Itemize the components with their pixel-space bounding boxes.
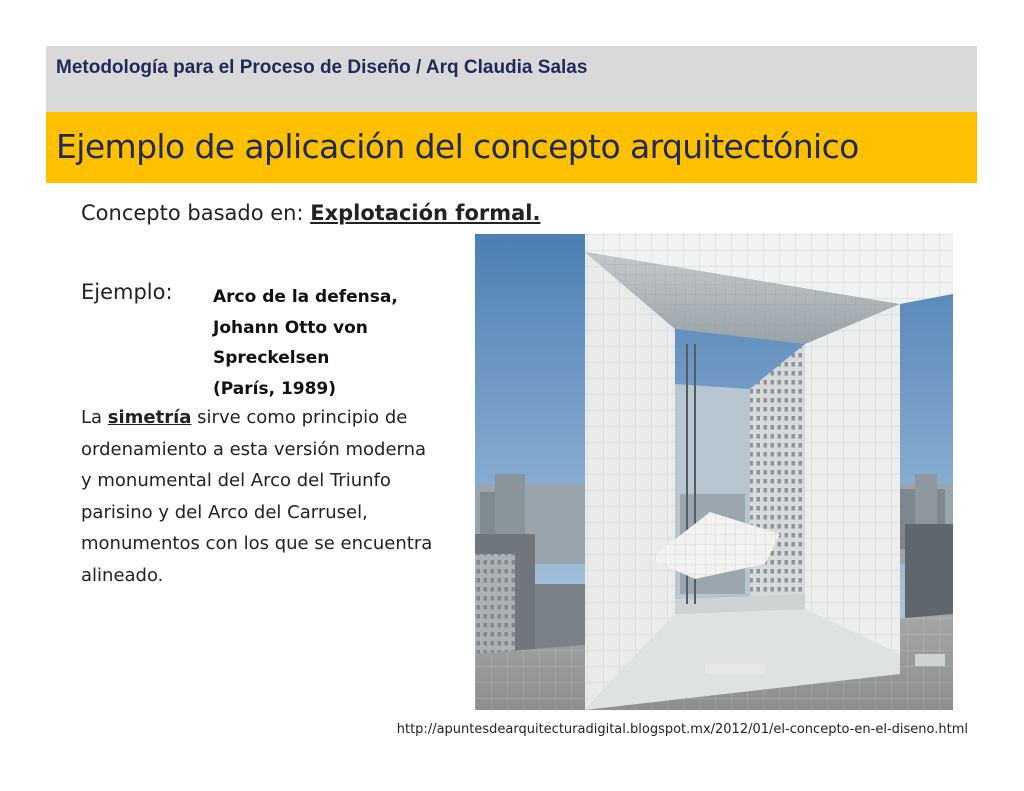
example-line-2: Johann Otto von xyxy=(213,317,368,338)
course-title: Metodología para el Proceso de Diseño / Arq Claudia Salas xyxy=(56,57,588,78)
description-keyword: simetría xyxy=(107,407,192,428)
description-rest: sirve como principio de ordenamiento a esta versión moderna y monumental del Arco del Triunfo parisino y del Arco del Carrusel, monumentos con los que se encuentra alineado. xyxy=(81,407,433,586)
example-line-3: Spreckelsen xyxy=(213,348,330,368)
example-line-4: (París, 1989) xyxy=(213,378,337,399)
source-url: http://apuntesdearquitecturadigital.blogspot.mx/2012/01/el-concepto-en-el-diseno.html xyxy=(396,722,968,737)
grande-arche-photo xyxy=(475,234,953,710)
example-title xyxy=(213,282,398,404)
concept-highlight: Explotación formal. xyxy=(310,201,541,225)
slide-title: Ejemplo de aplicación del concepto arquitectónico xyxy=(56,127,859,166)
concept-line xyxy=(81,201,540,225)
description-lead: La xyxy=(81,407,108,428)
example-line-1: Arco de la defensa, xyxy=(213,287,398,307)
example-label: Ejemplo: xyxy=(81,280,173,304)
description xyxy=(81,402,441,592)
title-bar xyxy=(46,112,977,183)
header-bar xyxy=(46,46,977,112)
concept-prefix: Concepto basado en: xyxy=(81,201,311,225)
